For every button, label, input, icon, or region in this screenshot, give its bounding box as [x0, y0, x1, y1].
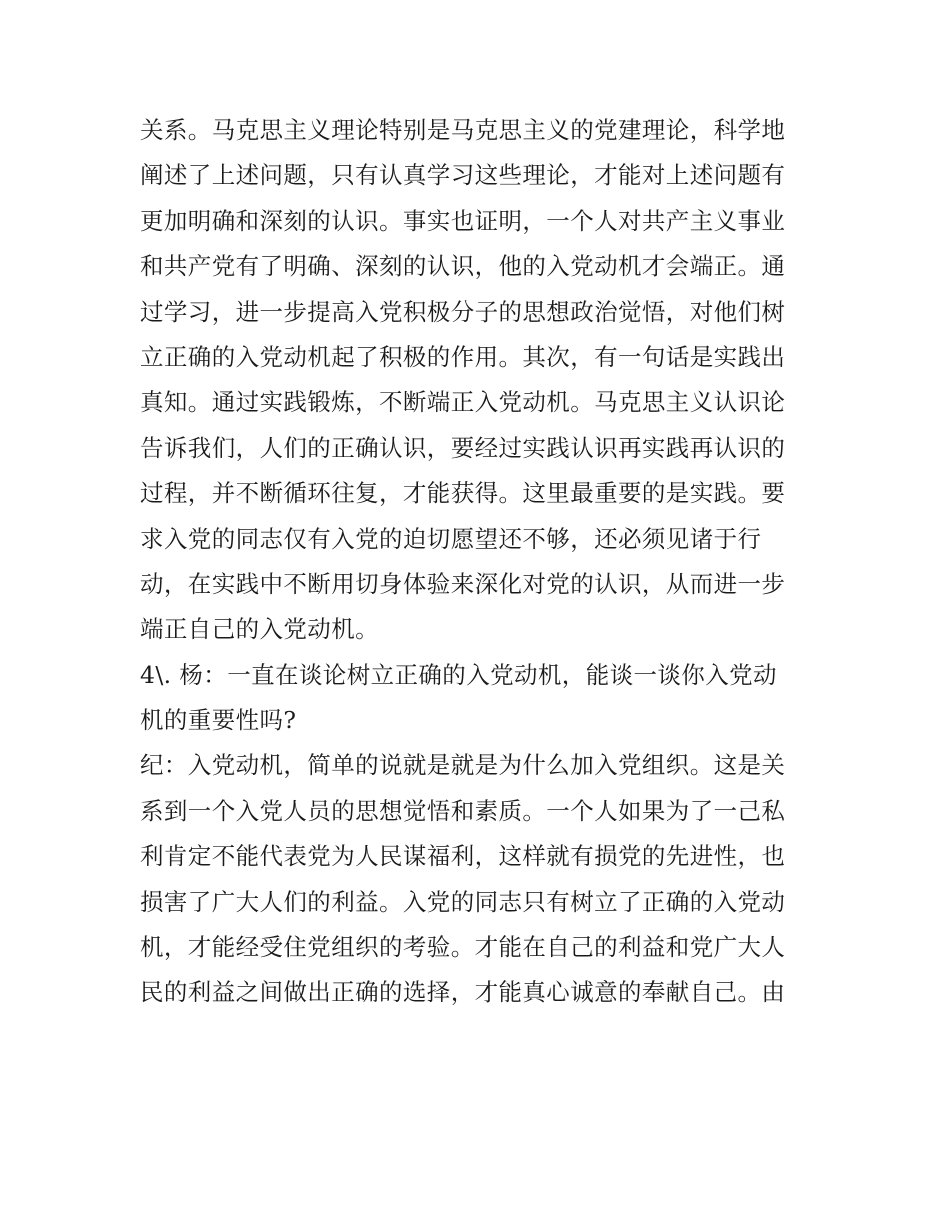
text-line: 立正确的入党动机起了积极的作用。其次，有一句话是实践出 [140, 342, 786, 371]
answer-line: 系到一个入党人员的思想觉悟和素质。一个人如果为了一己私 [140, 796, 786, 825]
body-text [140, 108, 820, 1016]
text-line: 和共产党有了明确、深刻的认识，他的入党动机才会端正。通 [140, 252, 786, 281]
text-line: 关系。马克思主义理论特别是马克思主义的党建理论，科学地 [140, 116, 786, 144]
text-line: 动，在实践中不断用切身体验来深化对党的认识，从而进一步 [140, 569, 786, 598]
question-line: 机的重要性吗? [140, 706, 297, 735]
text-line: 告诉我们，人们的正确认识，要经过实践认识再实践再认识的 [140, 433, 786, 462]
text-line: 真知。通过实践锻炼，不断端正入党动机。马克思主义认识论 [140, 388, 786, 417]
text-line: 阐述了上述问题，只有认真学习这些理论，才能对上述问题有 [140, 161, 786, 190]
answer-line: 纪：入党动机，简单的说就是就是为什么加入党组织。这是关 [140, 751, 786, 780]
text-line: 端正自己的入党动机。 [140, 615, 379, 644]
question-line: 4\. 杨：一直在谈论树立正确的入党动机，能谈一谈你入党动 [140, 660, 777, 689]
answer-line: 机，才能经受住党组织的考验。才能在自己的利益和党广大人 [140, 933, 786, 962]
text-line: 求入党的同志仅有入党的迫切愿望还不够，还必须见诸于行 [140, 524, 762, 553]
answer-line: 利肯定不能代表党为人民谋福利，这样就有损党的先进性，也 [140, 842, 786, 871]
answer-line: 民的利益之间做出正确的选择，才能真心诚意的奉献自己。由 [140, 978, 786, 1007]
text-line: 更加明确和深刻的认识。事实也证明，一个人对共产主义事业 [140, 206, 786, 235]
answer-line: 损害了广大人们的利益。入党的同志只有树立了正确的入党动 [140, 887, 786, 916]
text-line: 过程，并不断循环往复，才能获得。这里最重要的是实践。要 [140, 479, 786, 508]
text-line: 过学习，进一步提高入党积极分子的思想政治觉悟，对他们树 [140, 297, 786, 326]
